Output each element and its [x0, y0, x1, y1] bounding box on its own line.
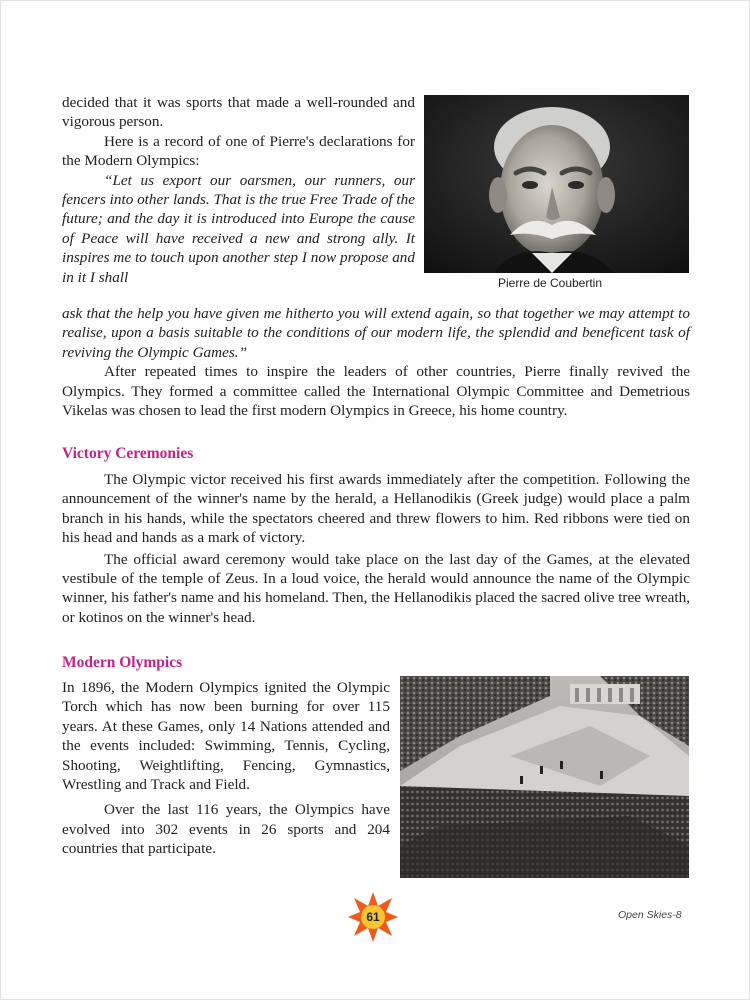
portrait-illustration — [424, 95, 689, 273]
victory-paragraph-2: The official award ceremony would take place on the last day of the Games, at the elevated vestibule of the temple of Zeus. In a loud voice, the herald would announce the name of the Olympic winner, his father's name and his homeland. Then, the Hellanodikis placed the sacred olive tree wreath, or kotinos on the winner's head. — [62, 550, 690, 626]
stadium-illustration — [400, 676, 689, 878]
page-number-badge — [348, 892, 398, 942]
portrait-photo — [424, 95, 689, 273]
modern-olympics-heading: Modern Olympics — [62, 654, 183, 671]
modern-block — [62, 678, 390, 859]
portrait-caption: Pierre de Coubertin — [497, 276, 603, 290]
modern-paragraph-1: In 1896, the Modern Olympics ignited the Olympic Torch which has now been burning for over 115 years. At these Games, only 14 Nations attended and the events included: Swimming, Tennis, Cycling, Shooting, Weightlifting, Fencing, Gymnastics, Wrestling and Track and Field. — [62, 679, 390, 794]
intro-paragraph-1: decided that it was sports that made a well-rounded and vigorous person. — [62, 94, 415, 131]
stadium-photo — [400, 676, 689, 878]
victory-block — [62, 470, 690, 627]
quote-continuation-block — [62, 304, 690, 420]
victory-ceremonies-heading: Victory Ceremonies — [62, 445, 194, 462]
book-title-footer: Open Skies-8 — [618, 909, 682, 921]
revival-paragraph: After repeated times to inspire the leaders of other countries, Pierre finally revived the Olympics. They formed a committee called the International Olympic Committee and Demetrious Vikelas was chosen to lead the first modern Olympics in Greece, his home country. — [62, 363, 690, 420]
page-number: 61 — [366, 910, 380, 924]
intro-paragraph-2: Here is a record of one of Pierre's declarations for the Modern Olympics: — [62, 132, 415, 170]
victory-paragraph-1: The Olympic victor received his first awards immediately after the competition. Following the announcement of the winner's name by the herald, a Hellanodikis (Greek judge) would place a palm branch in his hands, while the spectators cheered and threw flowers to him. Red ribbons were tied on his head and hands as a mark of victory. — [62, 471, 690, 547]
coubertin-quote-end: ask that the help you have given me hitherto you will extend again, so that together we may attempt to realise, upon a basis suitable to the conditions of our modern life, the splendid and beneficent task of reviving the Olympic Games.” — [62, 305, 690, 361]
intro-column — [62, 93, 415, 287]
coubertin-quote-start: “Let us export our oarsmen, our runners, our fencers into other lands. That is the true Free Trade of the future; and the day it is introduced into Europe the cause of Peace will have received a new and strong ally. It inspires me to touch upon another step I now propose and in it I shall — [62, 171, 415, 286]
modern-paragraph-2: Over the last 116 years, the Olympics have evolved into 302 events in 26 sports and 204 countries that participate. — [62, 801, 390, 858]
